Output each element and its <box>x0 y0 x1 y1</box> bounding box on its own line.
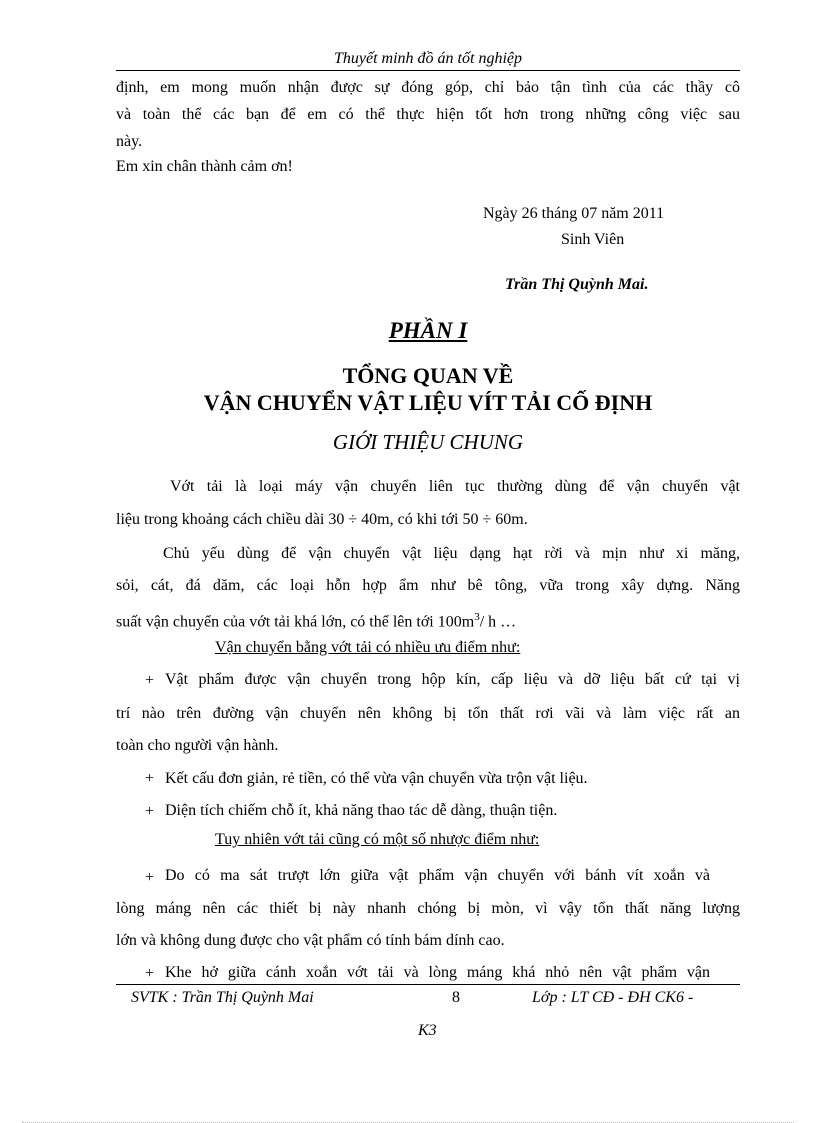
intro-line: và toàn thể các bạn để em có thể thực hiện tốt hơn trong những công việc sau <box>116 106 740 123</box>
part-title-line1: TỔNG QUAN VỀ <box>342 363 514 388</box>
bullet-text: Kết cấu đơn giản, rẻ tiền, có thể vừa vận chuyển vừa trộn vật liệu. <box>165 770 588 787</box>
superscript: 3 <box>474 611 480 623</box>
part-title-line2: VẬN CHUYỂN VẬT LIỆU VÍT TẢI CỐ ĐỊNH <box>203 390 653 415</box>
footer-class-cont: K3 <box>418 1022 437 1039</box>
bullet-text: lòng máng nên các thiết bị này nhanh chóng bị mòn, vì vậy tổn thất năng lượng <box>116 900 740 917</box>
bullet-text: toàn cho người vận hành. <box>116 737 279 754</box>
bullet-text: Diện tích chiếm chỗ ít, khả năng thao tác dễ dàng, thuận tiện. <box>165 802 558 819</box>
bullet-plus: + <box>145 672 155 689</box>
part-label: PHẦN I <box>388 318 468 343</box>
bullet-plus: + <box>145 869 155 886</box>
intro-line: này. <box>116 133 143 150</box>
advantages-heading: Vận chuyển bằng vớt tải có nhiều ưu điểm như: <box>215 639 521 656</box>
paragraph-line: liệu trong khoảng cách chiều dài 30 ÷ 40m, có khi tới 50 ÷ 60m. <box>116 511 528 528</box>
bullet-plus: + <box>145 770 155 787</box>
intro-line: định, em mong muốn nhận được sự đóng góp, chỉ bảo tận tình của các thầy cô <box>116 79 740 96</box>
bullet-text: lớn và không dung được cho vật phẩm có tính bám dính cao. <box>116 932 505 949</box>
footer-rule <box>116 984 740 985</box>
bullet-plus: + <box>145 965 155 982</box>
bullet-text: trí nào trên đường vận chuyển nên không bị tổn thất rơi vãi và làm việc rất an <box>116 705 740 722</box>
page-number: 8 <box>452 989 460 1006</box>
paragraph-line: Vớt tải là loại máy vận chuyển liên tục thường dùng để vận chuyển vật <box>170 478 740 495</box>
signature-name: Trần Thị Quỳnh Mai. <box>505 276 649 293</box>
paragraph-line <box>116 604 740 635</box>
paragraph-line: sỏi, cát, đá dăm, các loại hỗn hợp ẩm như bê tông, vữa trong xây dựng. Năng <box>116 577 740 594</box>
disadvantages-heading: Tuy nhiên vớt tải cũng có một số nhược điểm như: <box>215 831 540 848</box>
footer-author: SVTK : Trần Thị Quỳnh Mai <box>131 989 314 1006</box>
paragraph-text: / h … <box>479 613 517 631</box>
bullet-text: Vật phẩm được vận chuyển trong hộp kín, cấp liệu và dỡ liệu bất cứ tại vị <box>165 671 740 688</box>
paragraph-text: suất vận chuyển của vớt tải khá lớn, có thể lên tới 100m <box>116 613 475 631</box>
page-header: Thuyết minh đồ án tốt nghiệp <box>334 50 522 67</box>
bullet-plus: + <box>145 803 155 820</box>
bullet-text: Do có ma sát trượt lớn giữa vật phẩm vận chuyển với bánh vít xoắn và <box>165 867 710 884</box>
signature-date: Ngày 26 tháng 07 năm 2011 <box>483 205 665 222</box>
thanks-line: Em xin chân thành cảm ơn! <box>116 158 293 175</box>
section-subtitle: GIỚI THIỆU CHUNG <box>332 430 524 454</box>
signature-role: Sinh Viên <box>561 231 625 248</box>
header-rule <box>116 70 740 71</box>
bullet-text: Khe hở giữa cánh xoắn vớt tải và lòng máng khá nhỏ nên vật phẩm vận <box>165 964 710 981</box>
footer-class: Lớp : LT CĐ - ĐH CK6 - <box>532 989 694 1006</box>
paragraph-line: Chủ yếu dùng để vận chuyển vật liệu dạng hạt rời và mịn như xi măng, <box>163 545 740 562</box>
